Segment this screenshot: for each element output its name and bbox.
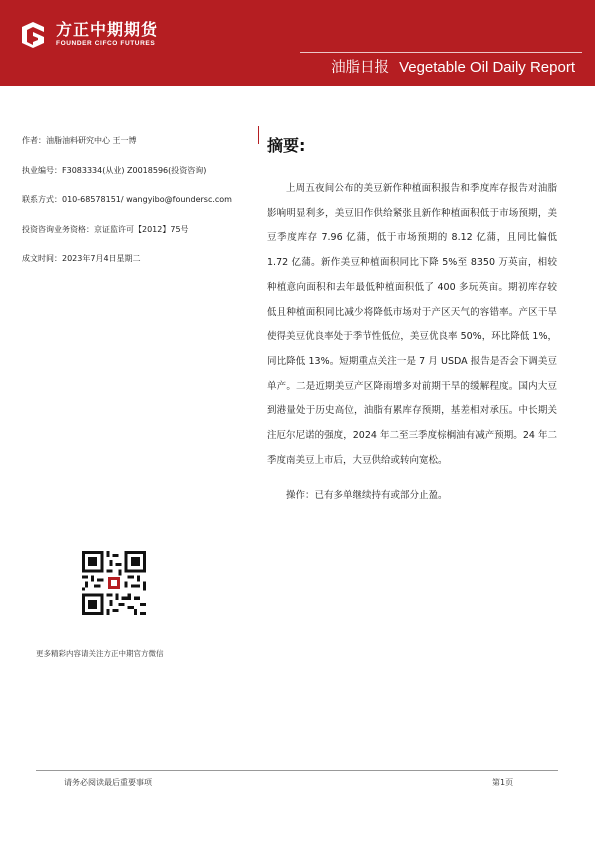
author-line: 作者：油脂油料研究中心 王一博 bbox=[22, 136, 137, 145]
report-title bbox=[331, 56, 575, 77]
report-title-en: Vegetable Oil Daily Report bbox=[399, 59, 575, 76]
summary-title: 摘要: bbox=[267, 136, 306, 155]
report-header bbox=[0, 0, 595, 86]
header-divider bbox=[300, 52, 582, 53]
operation-advice: 操作：已有多单继续持有或部分止盈。 bbox=[286, 490, 448, 502]
founder-logo-icon bbox=[18, 20, 48, 50]
wechat-qr-code-icon[interactable] bbox=[82, 551, 146, 615]
author-info bbox=[22, 136, 252, 284]
brand-name-en: FOUNDER CIFCO FUTURES bbox=[56, 40, 156, 47]
footer-divider bbox=[36, 770, 558, 771]
brand-name-cn: 方正中期期货 bbox=[56, 20, 159, 39]
contact-line: 联系方式：010-68578151/ wangyibo@foundersc.com bbox=[22, 195, 232, 204]
license-line: 执业编号：F3083334(从业) Z0018596(投资咨询) bbox=[22, 165, 207, 175]
footer-disclaimer: 请务必阅读最后重要事项 bbox=[64, 778, 152, 787]
summary-body: 上周五夜间公布的美豆新作种植面积报告和季度库存报告对油脂影响明显利多，美豆旧作供给紧张且新作种植面积低于市场预期，美豆季度库存 7.96 亿蒲，低于市场预期的 8.12 亿蒲，且同比偏低 1.72 亿蒲。新作美豆种植面积同比下降 5%至 8350 万英亩，相较种植意向面积和去年最低种植面积低了 400 多玩英亩。期初库存较低且种植面积同比减少将降低市场对于产区天气的容错率。产区干旱使得美豆优良率处于季节性低位，美豆优良率 50%，环比降低 1%，同比降低 13%。短期重点关注一是 7 月 USDA 报告是否会下调美豆单产。二是近期美豆产区降雨增多对前期干旱的缓解程度。国内大豆到港量处于历史高位，油脂有累库存预期，基差相对承压。中长期关注厄尔尼诺的强度，2024 年二至三季度棕榈油有减产预期。24 年二季度南美豆上市后，大豆供给或转向宽松。 bbox=[267, 183, 557, 466]
summary-section bbox=[267, 133, 557, 501]
qr-caption: 更多精彩内容请关注方正中期官方微信 bbox=[36, 649, 164, 658]
company-logo bbox=[18, 20, 158, 50]
summary-marker bbox=[258, 126, 259, 144]
report-title-cn: 油脂日报 bbox=[331, 60, 390, 76]
qualification-line: 投资咨询业务资格：京证监许可【2012】75号 bbox=[22, 224, 189, 234]
date-line: 成文时间：2023年7月4日星期二 bbox=[22, 254, 141, 263]
page-number: 第1页 bbox=[492, 778, 514, 787]
